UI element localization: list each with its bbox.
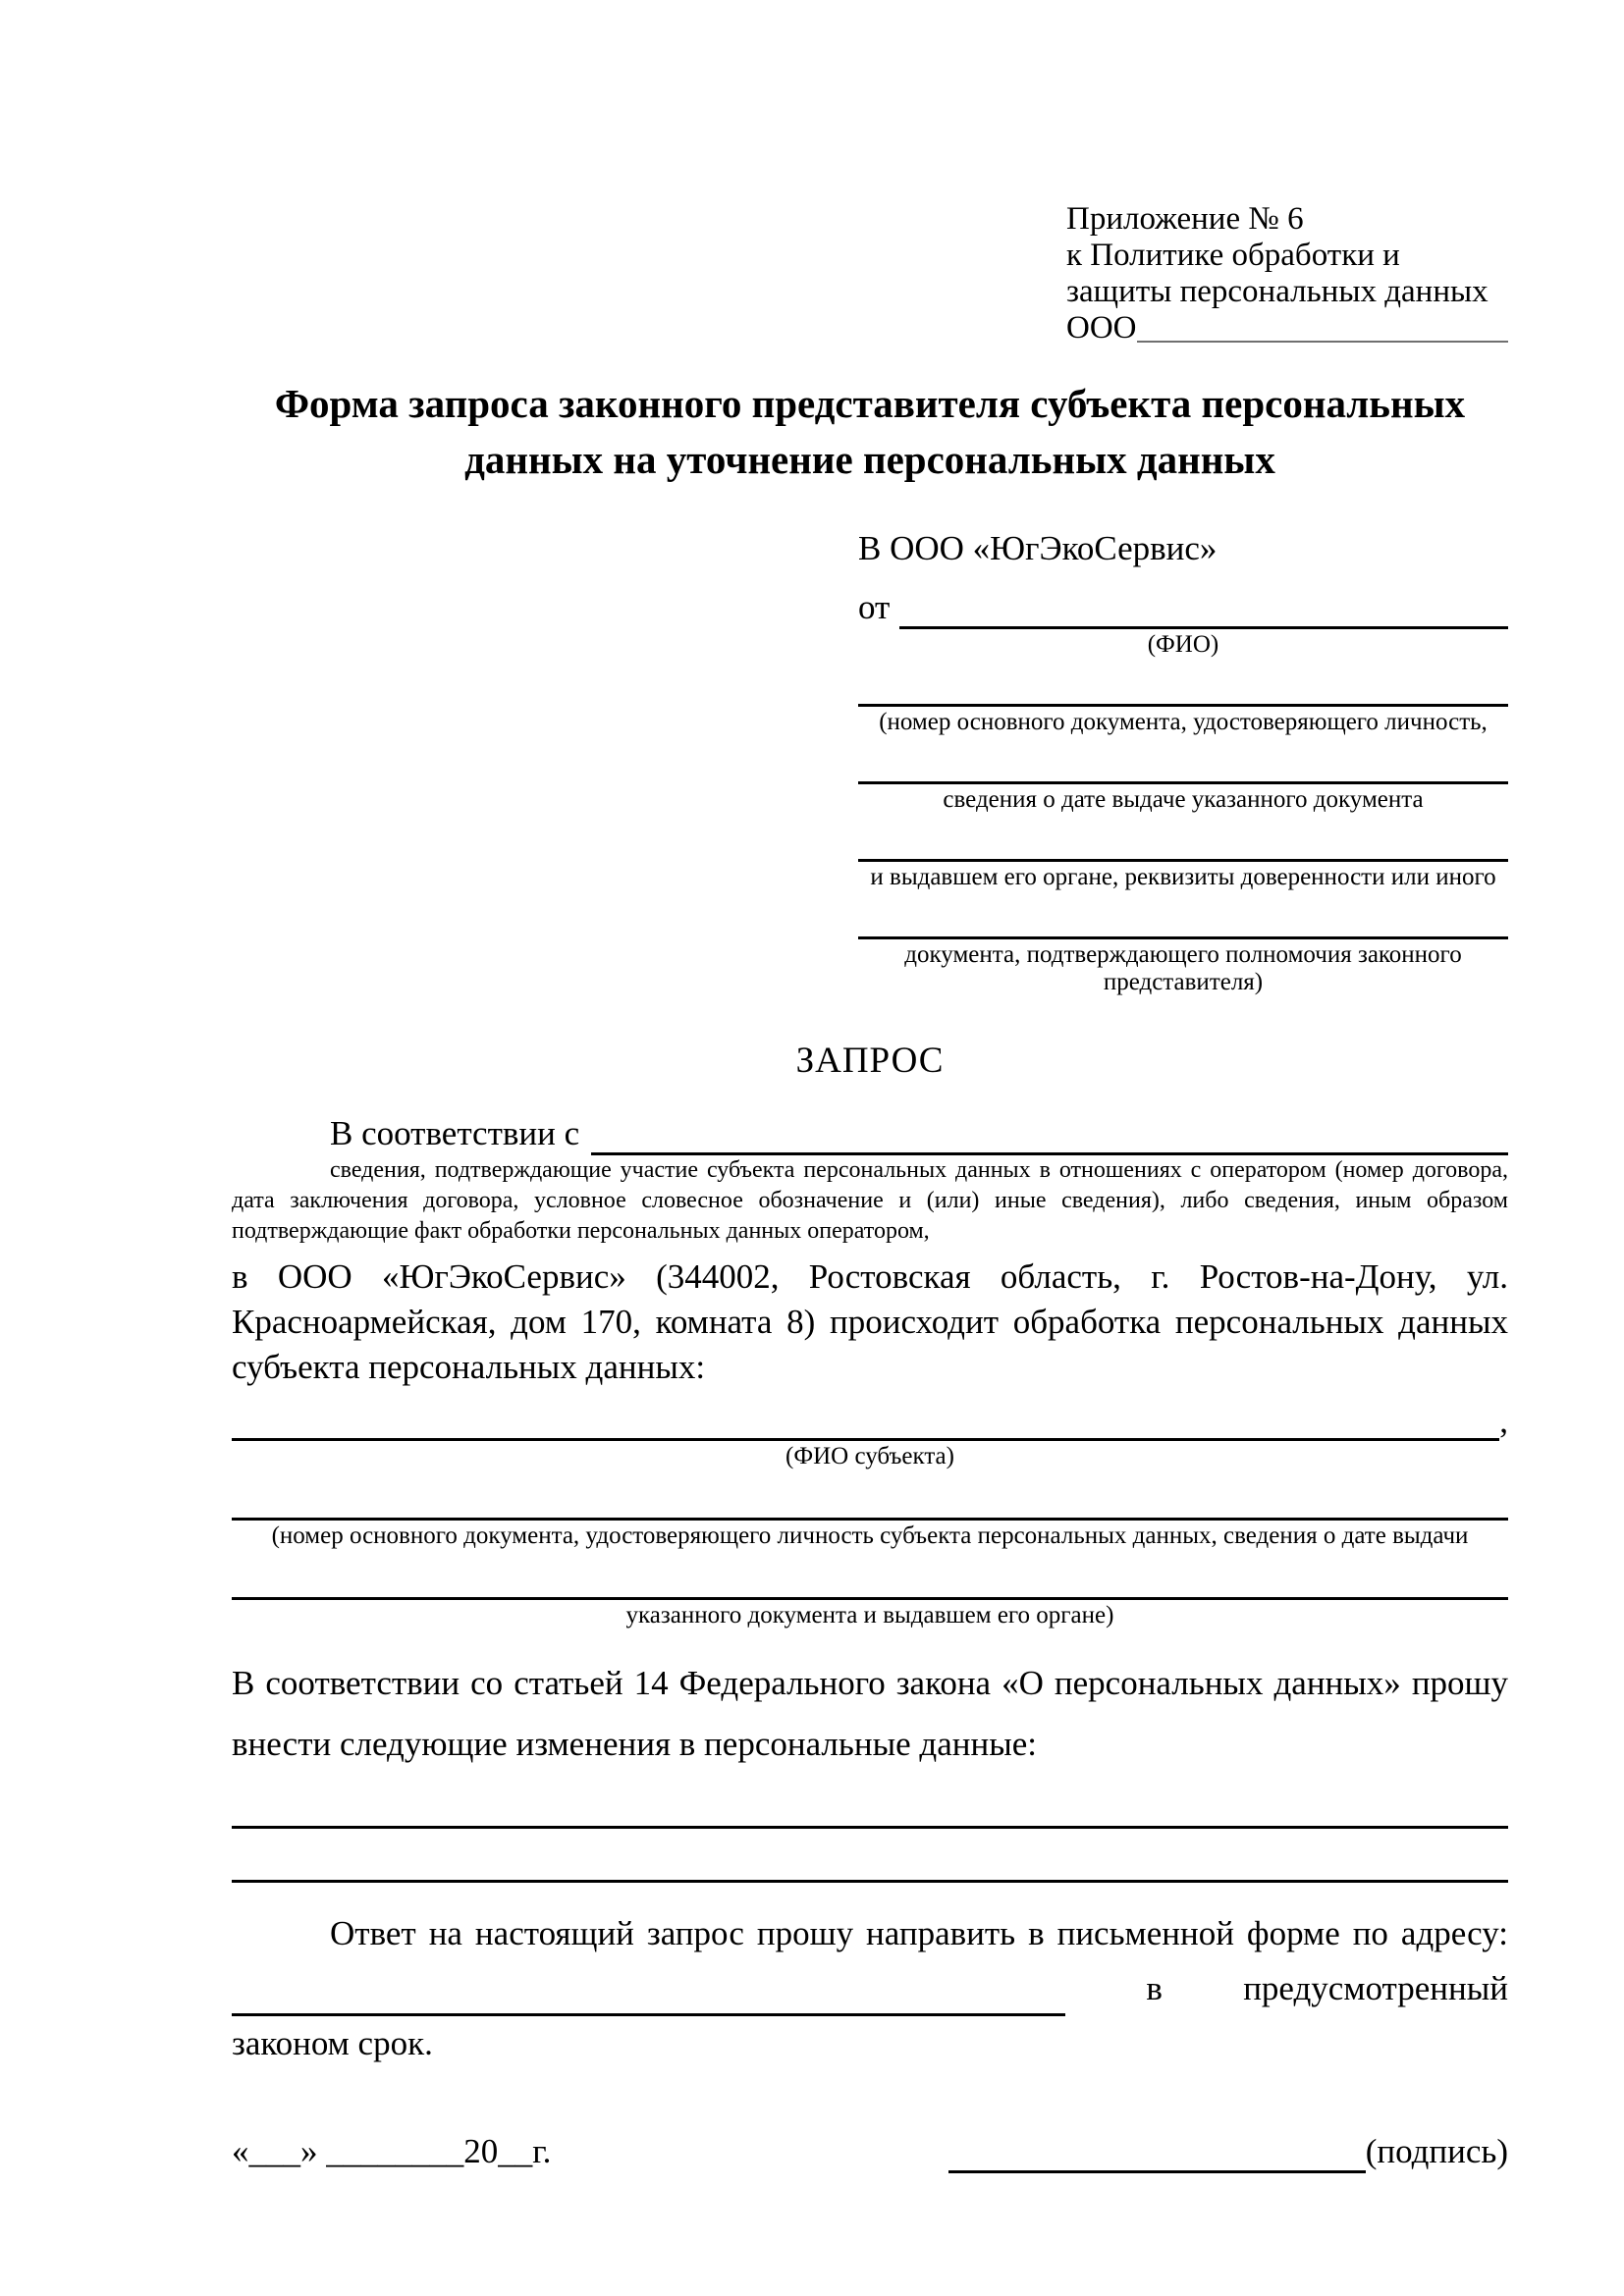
request-heading: ЗАПРОС xyxy=(795,1041,945,1081)
reply-word-2: предусмотренный xyxy=(1243,1969,1508,2007)
subject-doc-field-2[interactable] xyxy=(232,1562,1508,1600)
from-label: от xyxy=(858,588,891,626)
operator-paragraph-line-2: Красноармейская, дом 170, комната 8) происходит обработка персональных данных xyxy=(232,1303,1508,1341)
signature-field[interactable] xyxy=(948,2133,1366,2173)
recipient-organization: В ООО «ЮгЭкоСервис» xyxy=(858,529,1218,567)
basis-footnote: сведения, подтверждающие участие субъекта персональных данных в отношениях с оператором (номер договора, дата заключения договора, условное словесное обозначение и (или) иные сведения), либо сведения, иным образом подтверждающие факт обработки персональных данных оператором, xyxy=(232,1157,1508,1244)
appendix-line-2: к Политике обработки и xyxy=(1066,238,1400,273)
title-line-2: данных на уточнение персональных данных xyxy=(464,437,1275,482)
operator-paragraph-line-1: в ООО «ЮгЭкоСервис» (344002, Ростовская область, г. Ростов-на-Дону, ул. xyxy=(232,1257,1508,1296)
representative-doc-field-1[interactable] xyxy=(858,670,1508,707)
reply-address-field[interactable] xyxy=(232,1958,1065,2016)
operator-paragraph xyxy=(232,1255,1508,1390)
subject-doc-field-1[interactable] xyxy=(232,1482,1508,1521)
company-name-field[interactable] xyxy=(1137,310,1509,343)
signature-caption: (подпись) xyxy=(1365,2132,1508,2170)
amendment-line-1: В соответствии со статьей 14 Федерального закона «О персональных данных» прошу xyxy=(232,1664,1508,1702)
subject-doc-caption-1: (номер основного документа, удостоверяющего личность субъекта персональных данных, сведения о дате выдачи xyxy=(271,1522,1469,1549)
reply-line-1: Ответ на настоящий запрос прошу направить в письменной форме по адресу: xyxy=(330,1914,1508,1952)
amendment-paragraph xyxy=(232,1653,1508,1775)
paragraph-indent xyxy=(232,1112,330,1155)
amendment-field-1[interactable] xyxy=(232,1775,1508,1829)
amendment-field-2[interactable] xyxy=(232,1829,1508,1883)
reply-paragraph xyxy=(232,1906,1508,2071)
representative-doc-caption-1: (номер основного документа, удостоверяющего личность, xyxy=(879,709,1488,735)
company-prefix: ООО xyxy=(1066,310,1137,346)
amendment-line-2: внести следующие изменения в персональные данные: xyxy=(232,1725,1037,1763)
signature-row xyxy=(232,2130,1508,2173)
representative-doc-field-4[interactable] xyxy=(858,903,1508,939)
representative-doc-field-3[interactable] xyxy=(858,826,1508,862)
appendix-line-1: Приложение № 6 xyxy=(1066,201,1304,237)
subject-doc-caption-2: указанного документа и выдавшем его органе) xyxy=(625,1602,1114,1629)
representative-doc-caption-4: документа, подтверждающего полномочия законного представителя) xyxy=(904,941,1462,995)
recipient-block xyxy=(858,527,1508,996)
subject-name-field[interactable] xyxy=(232,1393,1499,1441)
reply-line-3: законом срок. xyxy=(232,2024,433,2062)
fio-caption: (ФИО) xyxy=(1147,631,1219,658)
representative-name-field[interactable] xyxy=(899,586,1508,629)
basis-field[interactable] xyxy=(591,1112,1508,1155)
representative-doc-caption-3: и выдавшем его органе, реквизиты доверенности или иного xyxy=(870,864,1496,890)
title-line-1: Форма запроса законного представителя субъекта персональных xyxy=(274,381,1466,426)
representative-doc-field-2[interactable] xyxy=(858,748,1508,784)
representative-doc-caption-2: сведения о дате выдаче указанного документа xyxy=(943,786,1424,813)
date-field[interactable]: «___» ________20__г. xyxy=(232,2132,552,2170)
document-title xyxy=(232,376,1508,488)
basis-label: В соответствии с xyxy=(330,1114,580,1152)
appendix-block xyxy=(1066,201,1508,347)
appendix-line-3: защиты персональных данных xyxy=(1066,274,1489,309)
operator-paragraph-line-3: субъекта персональных данных: xyxy=(232,1348,706,1386)
reply-word-1: в xyxy=(1146,1969,1163,2007)
subject-fio-caption: (ФИО субъекта) xyxy=(785,1443,954,1469)
subject-comma: , xyxy=(1499,1402,1508,1440)
